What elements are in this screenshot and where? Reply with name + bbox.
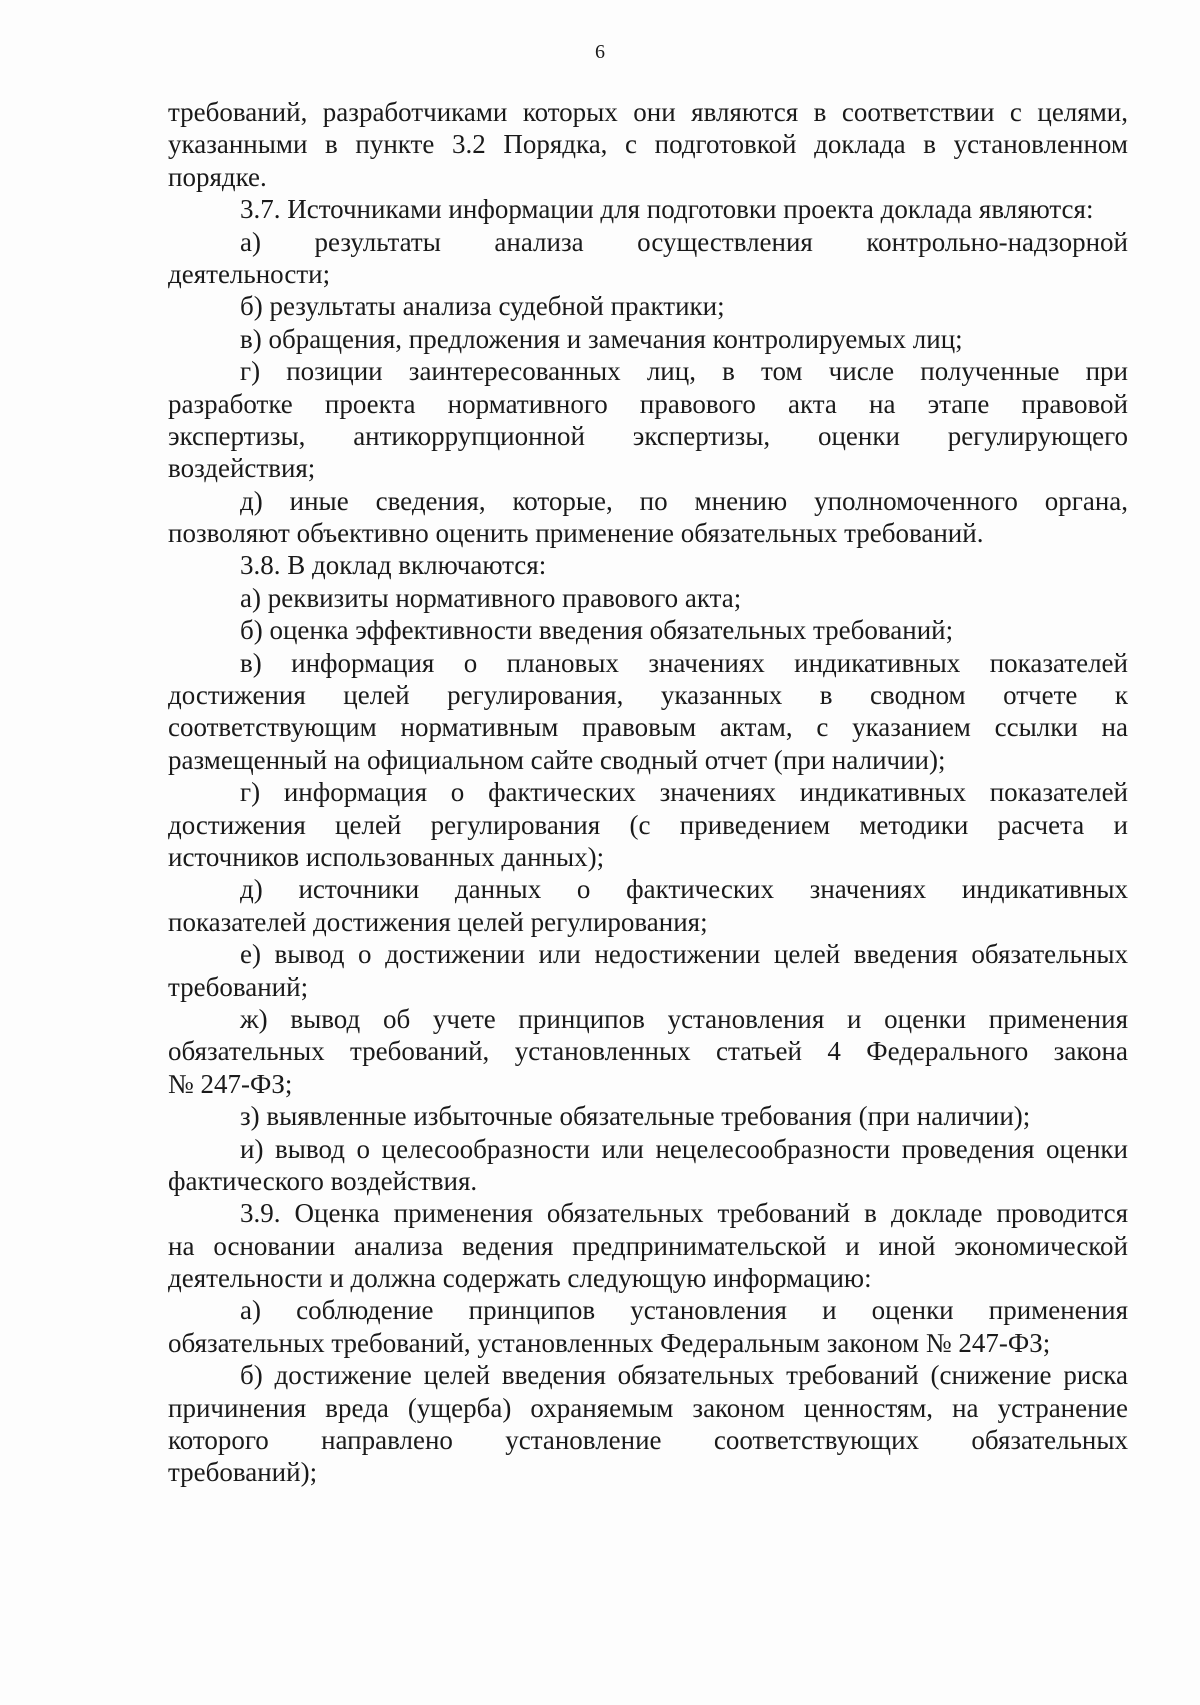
page-number: 6 bbox=[595, 41, 605, 63]
text-line: г) позиции заинтересованных лиц, в том числе полученные при bbox=[240, 356, 1128, 387]
text-line: требований; bbox=[168, 971, 309, 1002]
text-line: показателей достижения целей регулирования; bbox=[168, 906, 708, 937]
text-line: ж) вывод об учете принципов установления и оценки применения bbox=[240, 1003, 1128, 1034]
text-line: обязательных требований, установленных статьей 4 Федерального закона bbox=[168, 1036, 1128, 1067]
text-line: а) реквизиты нормативного правового акта; bbox=[240, 582, 742, 613]
document-body bbox=[168, 96, 1128, 1489]
text-line: размещенный на официальном сайте сводный отчет (при наличии); bbox=[168, 744, 946, 775]
text-line: 3.9. Оценка применения обязательных требований в докладе проводится bbox=[240, 1198, 1128, 1229]
text-line: 3.7. Источниками информации для подготовки проекта доклада являются: bbox=[240, 194, 1094, 225]
text-line: воздействия; bbox=[168, 453, 316, 484]
text-line: достижения целей регулирования, указанных в сводном отчете к bbox=[168, 680, 1128, 711]
text-line: позволяют объективно оценить применение обязательных требований. bbox=[168, 518, 984, 549]
text-line: г) информация о фактических значениях индикативных показателей bbox=[240, 777, 1128, 808]
text-line: е) вывод о достижении или недостижении целей введения обязательных bbox=[240, 939, 1128, 970]
text-line: указанными в пункте 3.2 Порядка, с подготовкой доклада в установленном bbox=[168, 129, 1128, 160]
text-line: требований, разработчиками которых они являются в соответствии с целями, bbox=[168, 97, 1128, 127]
text-line: 3.8. В доклад включаются: bbox=[240, 550, 547, 581]
text-line: б) оценка эффективности введения обязательных требований; bbox=[240, 615, 954, 646]
text-line: д) иные сведения, которые, по мнению уполномоченного органа, bbox=[240, 485, 1128, 516]
text-line: в) обращения, предложения и замечания контролируемых лиц; bbox=[240, 323, 963, 354]
text-line: причинения вреда (ущерба) охраняемым законом ценностям, на устранение bbox=[168, 1392, 1128, 1423]
text-line: фактического воздействия. bbox=[168, 1165, 478, 1196]
text-line: разработке проекта нормативного правового акта на этапе правовой bbox=[168, 388, 1128, 419]
text-line: № 247-ФЗ; bbox=[168, 1068, 293, 1099]
text-line: соответствующим нормативным правовым актам, с указанием ссылки на bbox=[168, 712, 1128, 743]
text-line: достижения целей регулирования (с приведением методики расчета и bbox=[168, 809, 1128, 840]
text-line: а) результаты анализа осуществления контрольно-надзорной bbox=[240, 226, 1128, 257]
text-line: деятельности и должна содержать следующую информацию: bbox=[168, 1263, 872, 1294]
text-line: и) вывод о целесообразности или нецелесообразности проведения оценки bbox=[240, 1133, 1128, 1164]
text-line: з) выявленные избыточные обязательные требования (при наличии); bbox=[240, 1101, 1031, 1132]
text-line: на основании анализа ведения предпринимательской и иной экономической bbox=[168, 1230, 1128, 1261]
text-line: б) достижение целей введения обязательных требований (снижение риска bbox=[240, 1360, 1128, 1391]
text-line: деятельности; bbox=[168, 258, 331, 289]
text-line: порядке. bbox=[168, 161, 267, 192]
text-line: а) соблюдение принципов установления и оценки применения bbox=[240, 1295, 1128, 1326]
text-line: б) результаты анализа судебной практики; bbox=[240, 291, 725, 322]
text-line: экспертизы, антикоррупционной экспертизы, оценки регулирующего bbox=[168, 420, 1128, 451]
text-line: которого направлено установление соответствующих обязательных bbox=[168, 1425, 1128, 1456]
text-line: в) информация о плановых значениях индикативных показателей bbox=[240, 647, 1128, 678]
text-line: источников использованных данных); bbox=[168, 841, 605, 872]
text-line: д) источники данных о фактических значениях индикативных bbox=[240, 874, 1128, 905]
text-line: требований); bbox=[168, 1457, 318, 1488]
text-line: обязательных требований, установленных Федеральным законом № 247-ФЗ; bbox=[168, 1327, 1051, 1358]
